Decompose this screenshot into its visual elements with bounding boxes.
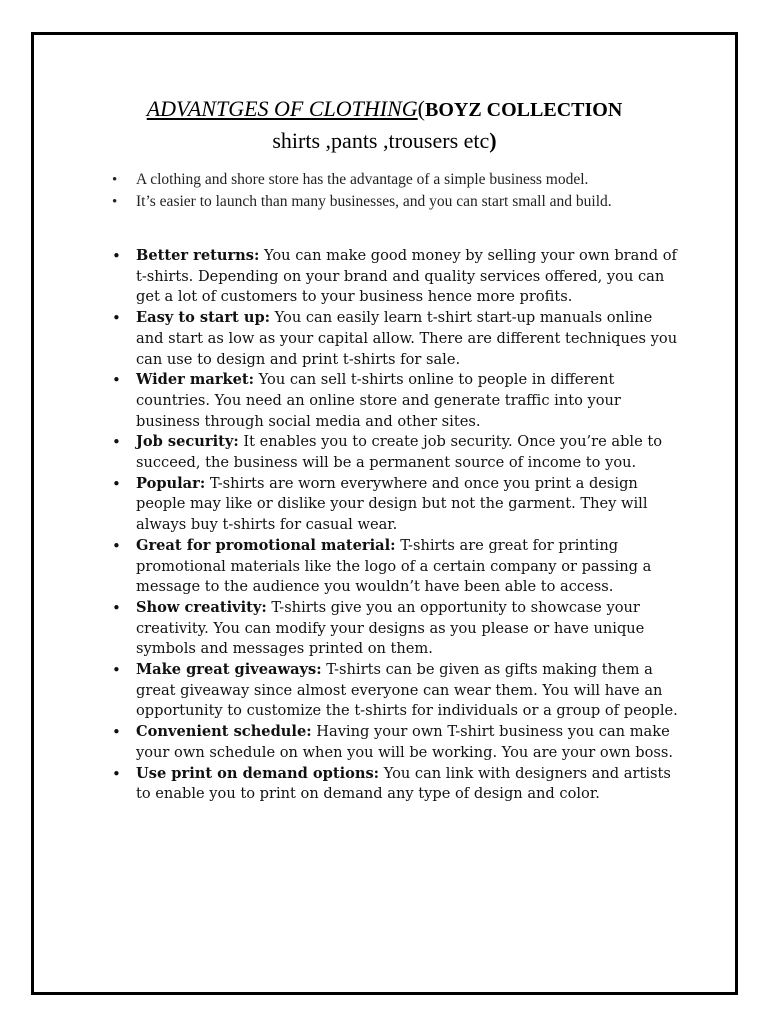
- benefit-text: You can link with designers and artists to enable you to print on demand any type of design and color.: [136, 764, 671, 803]
- intro-list: [112, 169, 672, 213]
- title-line-2: [34, 125, 735, 157]
- title-line-1: [34, 94, 735, 125]
- benefit-text: You can sell t-shirts online to people in different countries. You need an online store and generate traffic into your business through social media and other sites.: [136, 371, 621, 430]
- title-close-paren: ): [489, 128, 497, 153]
- benefit-item: [112, 432, 678, 473]
- benefit-text: You can make good money by selling your own brand of t-shirts. Depending on your brand and quality services offered, you can get a lot of customers to your business hence more profits.: [136, 247, 677, 306]
- benefit-title: Make great giveaways:: [136, 661, 322, 679]
- benefit-text: T-shirts are great for printing promotional materials like the logo of a certain company or passing a message to the audience you wouldn’t have been able to access.: [136, 536, 652, 596]
- benefit-list: [112, 246, 678, 805]
- benefit-title: Job security:: [136, 433, 239, 451]
- title-open-paren: (: [417, 96, 425, 121]
- document-title: [34, 94, 735, 157]
- benefit-item: [112, 246, 678, 308]
- benefit-text: T-shirts are worn everywhere and once you print a design people may like or dislike your design but not the garment. They will always buy t-shirts for casual wear.: [136, 474, 648, 534]
- benefit-title: Use print on demand options:: [136, 764, 380, 782]
- benefit-text: T-shirts give you an opportunity to showcase your creativity. You can modify your designs as you please or have unique symbols and messages printed on them.: [136, 598, 645, 658]
- benefit-item: [112, 536, 678, 598]
- benefit-item: [112, 474, 678, 536]
- benefit-item: [112, 660, 678, 722]
- benefit-text: You can easily learn t-shirt start-up manuals online and start as low as your capital allow. There are different techniques you can use to design and print t-shirts for sale.: [136, 309, 678, 368]
- benefit-title: Show creativity:: [136, 598, 267, 616]
- benefit-text: T-shirts can be given as gifts making them a great giveaway since almost everyone can wear them. You will have an opportunity to customize the t-shirts for individuals or a group of people.: [136, 661, 678, 720]
- intro-point: • It’s easier to launch than many businesses, and you can start small and build.: [112, 191, 672, 213]
- benefit-title: Popular:: [136, 474, 206, 492]
- title-main: ADVANTGES OF CLOTHING: [146, 96, 418, 121]
- benefit-item: [112, 722, 678, 763]
- title-products: shirts ,pants ,trousers etc: [272, 128, 490, 153]
- intro-point: • A clothing and shore store has the advantage of a simple business model.: [112, 169, 672, 191]
- benefit-title: Great for promotional material:: [136, 536, 396, 554]
- benefit-item: [112, 598, 678, 660]
- benefit-text: Having your own T-shirt business you can make your own schedule on when you will be working. You are your own boss.: [136, 723, 673, 761]
- benefit-title: Better returns:: [136, 247, 260, 264]
- benefit-item: [112, 308, 678, 370]
- benefit-item: [112, 370, 678, 432]
- title-subtitle: BOYZ COLLECTION: [425, 99, 623, 121]
- benefit-title: Wider market:: [136, 371, 255, 389]
- benefit-title: Convenient schedule:: [136, 723, 312, 741]
- benefit-text: It enables you to create job security. Once you’re able to succeed, the business will be a permanent source of income to you.: [136, 433, 663, 472]
- benefit-item: [112, 764, 678, 805]
- benefit-title: Easy to start up:: [136, 309, 271, 327]
